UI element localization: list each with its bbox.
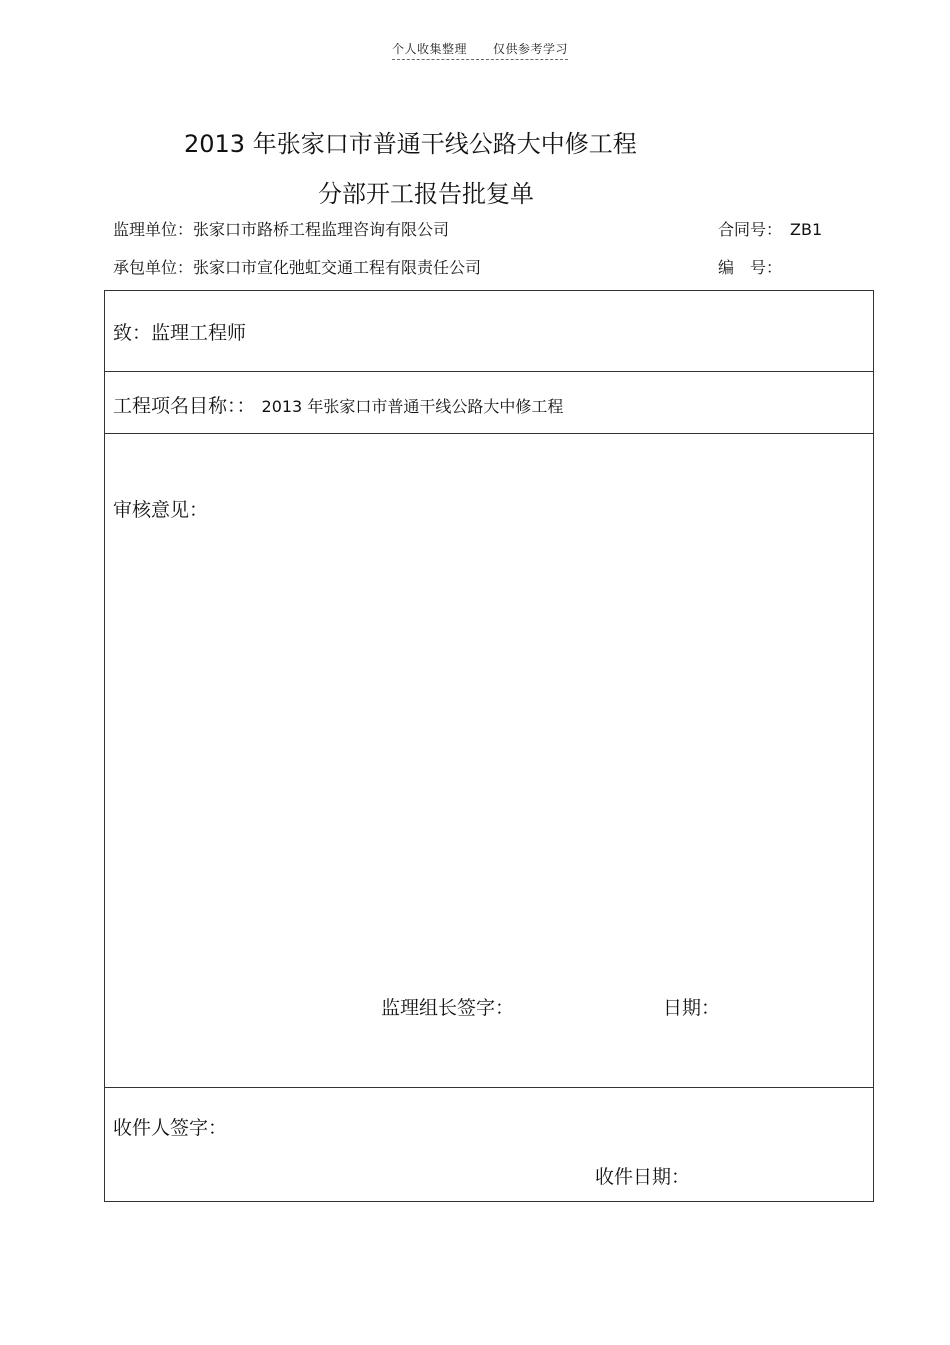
contract-number-label: 合同号： bbox=[718, 220, 783, 239]
review-opinion-label: 审核意见： bbox=[113, 499, 209, 521]
contractor-unit-value: 张家口市宣化弛虹交通工程有限责任公司 bbox=[193, 258, 482, 277]
document-title-line1: 2013 年张家口市普通干线公路大中修工程 bbox=[184, 130, 637, 158]
supervisor-unit-value: 张家口市路桥工程监理咨询有限公司 bbox=[193, 220, 450, 239]
approval-form-table bbox=[104, 290, 874, 1202]
document-title-line2: 分部开工报告批复单 bbox=[318, 180, 534, 208]
header-note-left: 个人收集整理 bbox=[392, 42, 468, 56]
project-name-label: 工程项名目称：： bbox=[113, 395, 256, 417]
row-receipt bbox=[105, 1087, 873, 1201]
header-note-right: 仅供参考学习 bbox=[493, 42, 569, 56]
receive-date-label: 收件日期： bbox=[595, 1166, 691, 1188]
supervisor-unit bbox=[113, 217, 449, 240]
contract-number bbox=[718, 217, 822, 240]
serial-number-label: 编 号： bbox=[718, 258, 783, 277]
header-note bbox=[392, 40, 568, 60]
contractor-unit bbox=[113, 255, 481, 278]
row-addressee bbox=[105, 291, 873, 372]
contractor-unit-label: 承包单位： bbox=[113, 258, 194, 277]
supervisor-unit-label: 监理单位： bbox=[113, 220, 194, 239]
row-review-opinion bbox=[105, 433, 873, 1088]
project-name-field bbox=[113, 391, 563, 418]
review-date-label: 日期： bbox=[663, 997, 721, 1019]
contract-number-value: ZB1 bbox=[790, 220, 823, 239]
leader-signature-label: 监理组长签字： bbox=[381, 997, 515, 1019]
row-project-name bbox=[105, 371, 873, 434]
addressee-label: 致：监理工程师 bbox=[113, 322, 247, 344]
project-name-value: 2013 年张家口市普通干线公路大中修工程 bbox=[261, 397, 564, 416]
receiver-signature-label: 收件人签字： bbox=[113, 1117, 228, 1139]
